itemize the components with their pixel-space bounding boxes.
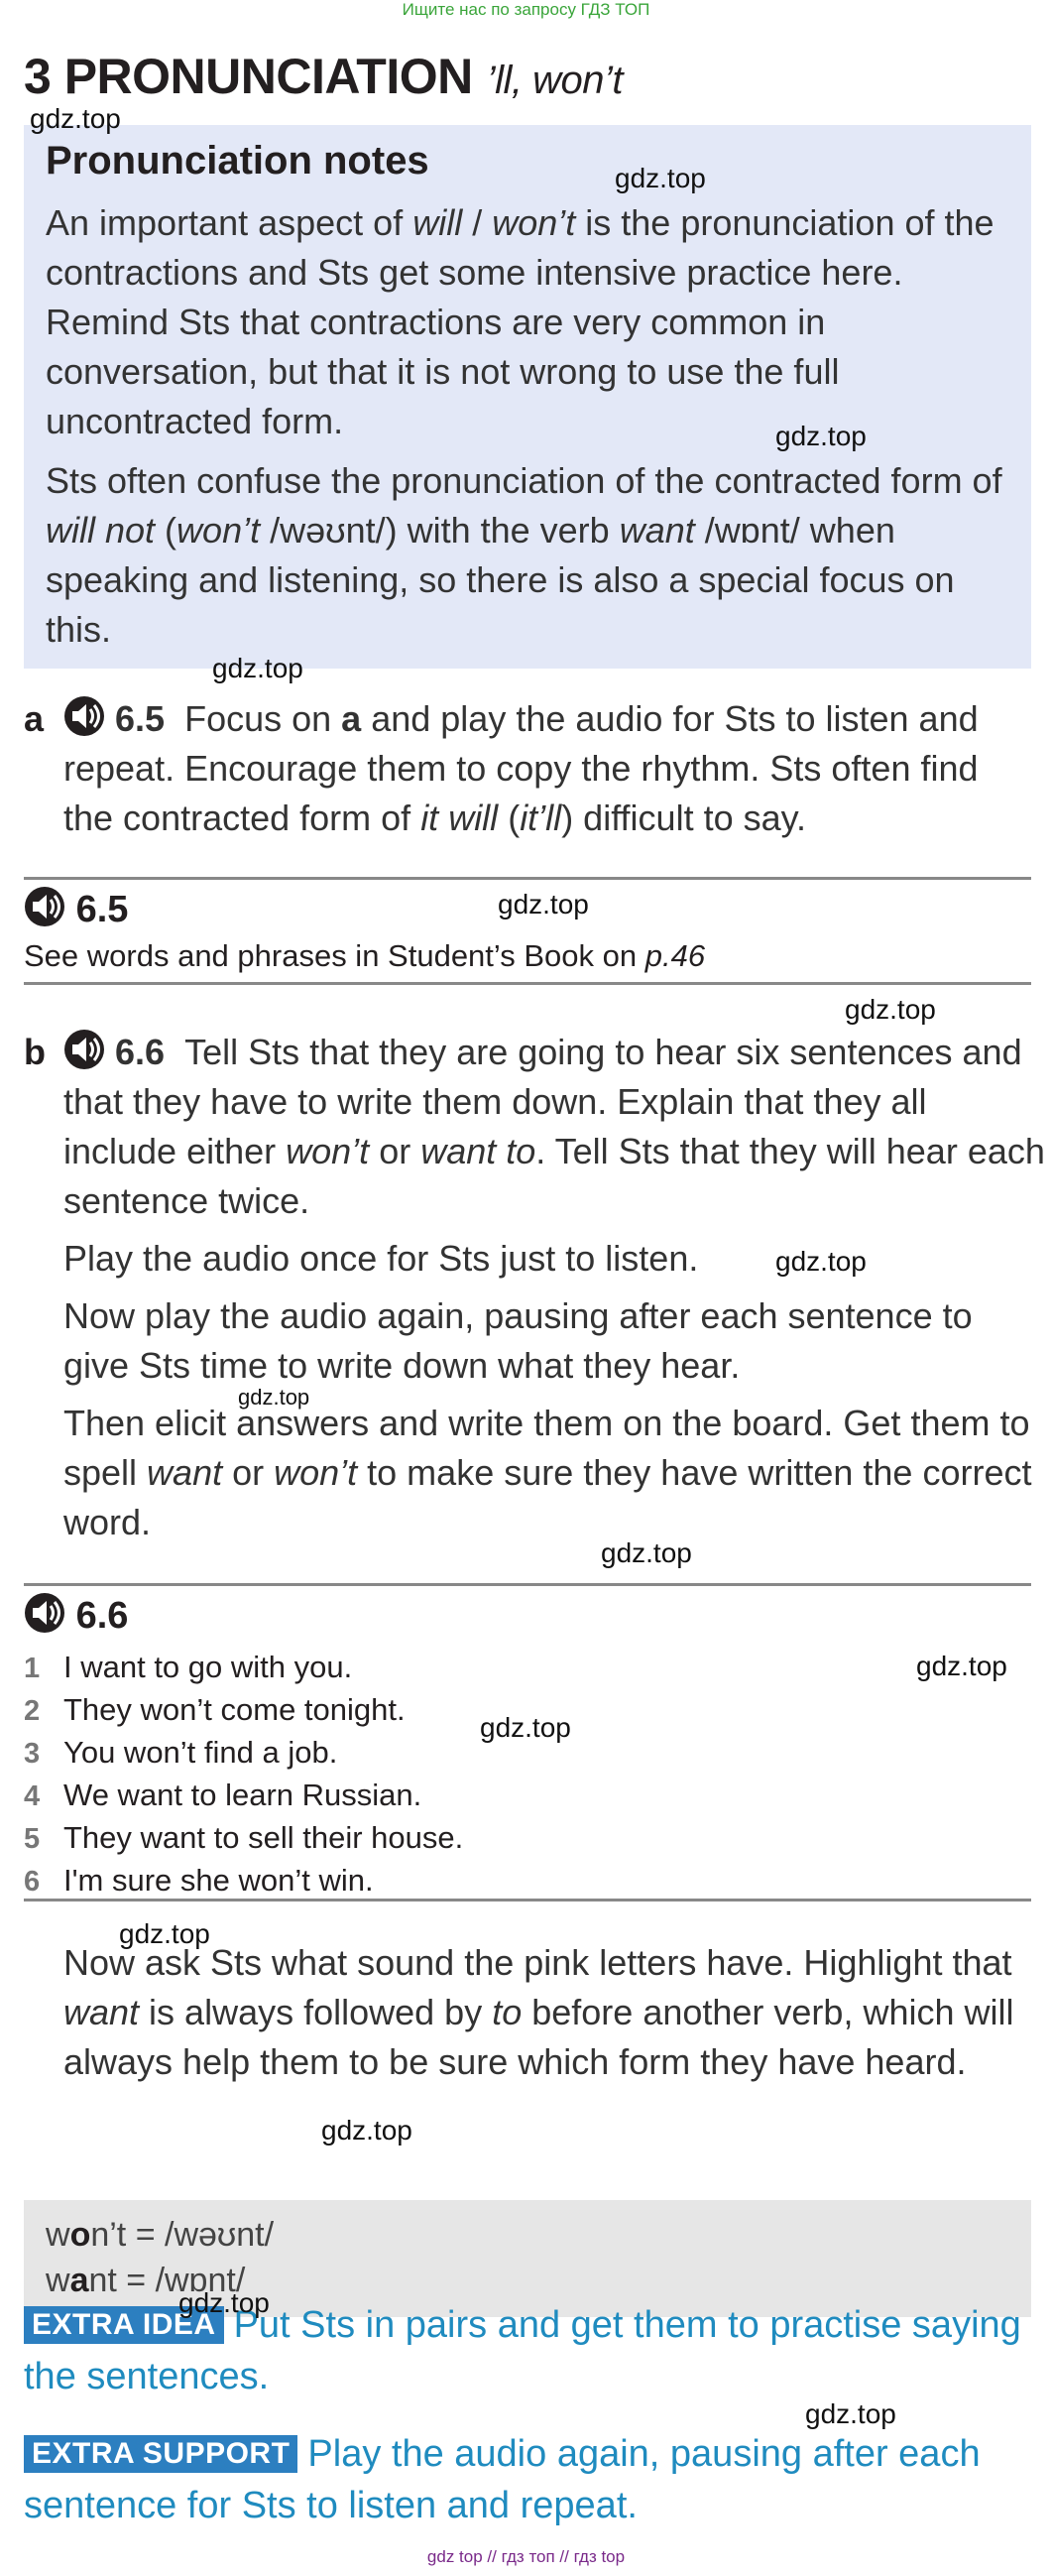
watermark: gdz.top (601, 1537, 692, 1568)
section-b-text: 6.6 Tell Sts that they are going to hear six sentences and that they have to write them down. Explain that they all include either won’t or want to. Tell Sts that they will hear each sentence twice. Play the audio once for Sts just to listen. Now play the audio again, pausing after each sentence to give Sts time to write down what they hear. Then elicit answers and write them on the board. Get them to spell want or won’t to make sure they have written the correct word. (63, 1028, 1045, 1547)
audio-box-2-heading (24, 1591, 128, 1641)
speaker-icon[interactable] (24, 886, 65, 927)
section-title-sub: ’ll, won’t (486, 59, 623, 102)
watermark: gdz.top (480, 1712, 571, 1743)
extra-support-badge: EXTRA SUPPORT (24, 2435, 297, 2473)
list-item: 2 They won’t come tonight. (24, 1692, 406, 1727)
notes-paragraph-2: Sts often confuse the pronunciation of the contracted form of will not (won’t /wəʊnt/) with the verb want /wɒnt/ when speaking and listening, so there is also a special focus on this. (46, 460, 1002, 650)
top-banner: Ищите нас по запросу ГДЗ ТОП (402, 0, 650, 19)
track-number: 6.5 (75, 889, 129, 930)
extra-idea (24, 2299, 1031, 2402)
watermark: gdz.top (775, 421, 867, 451)
extra-support (24, 2428, 1031, 2531)
section-title (24, 48, 623, 105)
divider (24, 1583, 1031, 1586)
watermark: gdz.top (805, 2398, 896, 2429)
list-item: 4 We want to learn Russian. (24, 1778, 422, 1812)
pronunciation-notes-heading: Pronunciation notes (46, 139, 429, 183)
watermark: gdz.top (775, 1246, 867, 1277)
track-number: 6.6 (115, 1032, 166, 1072)
extra-idea-text: Put Sts in pairs and get them to practise saying the sentences. (24, 2304, 1021, 2397)
notes-paragraph-1: An important aspect of will / won’t is the pronunciation of the contractions and Sts get some intensive practice here. Remind Sts that contractions are very common in conversation, but that it is not wrong to use the full uncontracted form. (46, 202, 994, 441)
list-item: 5 They want to sell their house. (24, 1820, 464, 1855)
speaker-icon[interactable] (24, 1592, 65, 1634)
divider (24, 1899, 1031, 1901)
extra-idea-badge: EXTRA IDEA (24, 2306, 224, 2344)
after-list-text: Now ask Sts what sound the pink letters have. Highlight that want is always followed by to before another verb, which will always help them to be sure which form they have heard. (63, 1942, 1014, 2082)
list-item: 1 I want to go with you. (24, 1650, 353, 1684)
track-number: 6.5 (115, 698, 166, 739)
watermark: gdz.top (119, 1918, 210, 1949)
watermark: gdz.top (30, 103, 121, 134)
watermark: gdz.top (178, 2287, 270, 2318)
section-title-main: 3 PRONUNCIATION (24, 49, 473, 104)
watermark: gdz.top (212, 653, 303, 683)
list-item: 3 You won’t find a job. (24, 1735, 338, 1770)
watermark: gdz.top (321, 2115, 412, 2146)
phonetic-line-wont: won’t = /wəʊnt/ (46, 2216, 275, 2254)
speaker-icon[interactable] (63, 695, 105, 737)
list-item: 6 I'm sure she won’t win. (24, 1863, 374, 1898)
sentence-list (24, 1647, 1015, 1902)
watermark: gdz.top (498, 889, 589, 920)
watermark: gdz.top (615, 163, 706, 193)
bottom-banner: gdz top // гдз топ // гдз top (426, 2547, 626, 2566)
audio-box-1-text: See words and phrases in Student’s Book on p.46 (24, 938, 706, 973)
audio-box-1-heading (24, 885, 128, 934)
section-b-letter: b (24, 1032, 46, 1072)
divider (24, 877, 1031, 880)
watermark: gdz.top (845, 994, 936, 1025)
divider (24, 982, 1031, 985)
phonetic-line-want: want = /wɒnt/ (46, 2262, 246, 2299)
watermark: gdz.top (916, 1651, 1007, 1681)
speaker-icon[interactable] (63, 1029, 105, 1070)
track-number: 6.6 (75, 1595, 129, 1637)
section-a-text: 6.5 Focus on a and play the audio for Sts to listen and repeat. Encourage them to copy the rhythm. Sts often find the contracted form of it will (it’ll) difficult to say. (63, 694, 1035, 843)
extra-support-text: Play the audio again, pausing after each sentence for Sts to listen and repeat. (24, 2433, 981, 2526)
watermark: gdz.top (238, 1385, 310, 1410)
section-a-letter: a (24, 698, 45, 739)
